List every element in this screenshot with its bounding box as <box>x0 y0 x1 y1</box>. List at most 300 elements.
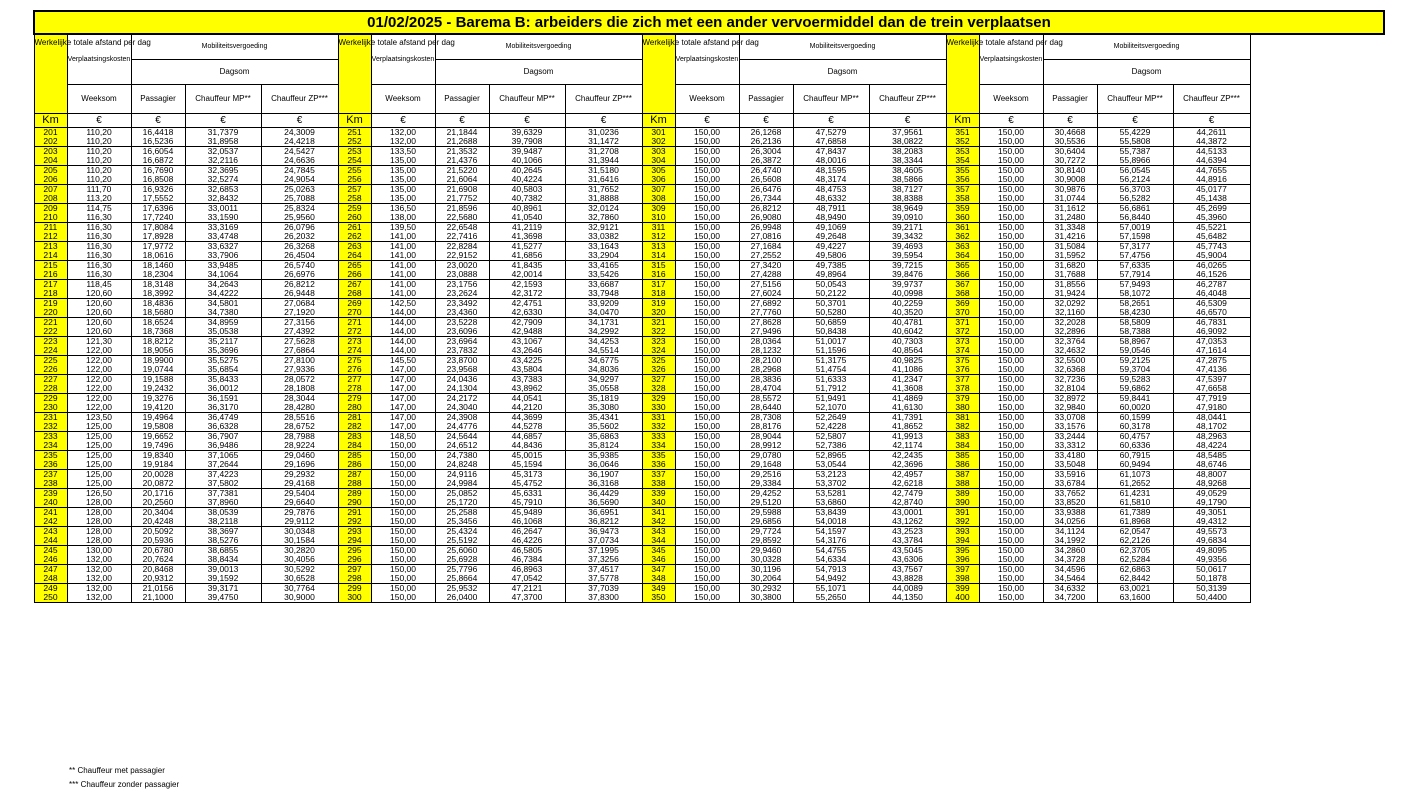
passenger-cell: 33,1576 <box>1043 422 1097 432</box>
km-cell: 325 <box>642 355 675 365</box>
driver-mp-header: Chauffeur MP** <box>489 84 565 113</box>
driver-mp-cell: 55,2650 <box>793 593 869 603</box>
driver-mp-cell: 44,3699 <box>489 412 565 422</box>
km-cell: 379 <box>946 393 979 403</box>
week-sum-cell: 150,00 <box>675 194 739 204</box>
week-sum-cell: 150,00 <box>979 555 1043 565</box>
week-sum-cell: 114,75 <box>67 203 131 213</box>
week-sum-cell: 150,00 <box>979 194 1043 204</box>
km-cell: 267 <box>338 279 371 289</box>
week-sum-cell: 110,20 <box>67 146 131 156</box>
driver-zp-cell: 50,1878 <box>1173 574 1250 584</box>
week-sum-cell: 150,00 <box>675 393 739 403</box>
table-row <box>34 460 1384 470</box>
driver-mp-cell: 38,3697 <box>185 526 261 536</box>
week-sum-cell: 150,00 <box>979 289 1043 299</box>
driver-zp-cell: 24,4218 <box>261 137 338 147</box>
passenger-cell: 23,5228 <box>435 317 489 327</box>
passenger-cell: 23,8700 <box>435 355 489 365</box>
passenger-cell: 27,7760 <box>739 308 793 318</box>
driver-zp-cell: 38,2083 <box>869 146 946 156</box>
week-sum-cell: 150,00 <box>675 536 739 546</box>
km-cell: 390 <box>946 498 979 508</box>
km-cell: 324 <box>642 346 675 356</box>
week-sum-cell: 116,30 <box>67 270 131 280</box>
driver-zp-cell: 29,6640 <box>261 498 338 508</box>
driver-mp-cell: 36,4749 <box>185 412 261 422</box>
driver-mp-header: Chauffeur MP** <box>185 84 261 113</box>
week-sum-cell: 141,00 <box>371 279 435 289</box>
driver-zp-cell: 34,0470 <box>565 308 642 318</box>
driver-zp-cell: 35,5602 <box>565 422 642 432</box>
passenger-cell: 33,3312 <box>1043 441 1097 451</box>
driver-zp-cell: 24,7845 <box>261 165 338 175</box>
passenger-cell: 31,6820 <box>1043 260 1097 270</box>
week-sum-cell: 150,00 <box>979 498 1043 508</box>
passenger-cell: 20,7624 <box>131 555 185 565</box>
passenger-cell: 34,1124 <box>1043 526 1097 536</box>
km-cell: 387 <box>946 469 979 479</box>
driver-mp-cell: 48,1595 <box>793 165 869 175</box>
driver-zp-cell: 31,2708 <box>565 146 642 156</box>
passenger-cell: 23,4360 <box>435 308 489 318</box>
driver-zp-cell: 40,4781 <box>869 317 946 327</box>
driver-mp-cell: 59,0546 <box>1097 346 1173 356</box>
week-sum-cell: 150,00 <box>675 260 739 270</box>
km-cell: 297 <box>338 564 371 574</box>
driver-mp-cell: 36,9486 <box>185 441 261 451</box>
week-sum-cell: 111,70 <box>67 184 131 194</box>
driver-mp-cell: 54,1597 <box>793 526 869 536</box>
driver-mp-cell: 33,3169 <box>185 222 261 232</box>
driver-mp-cell: 38,2118 <box>185 517 261 527</box>
driver-zp-cell: 50,0617 <box>1173 564 1250 574</box>
km-cell: 288 <box>338 479 371 489</box>
week-sum-cell: 122,00 <box>67 346 131 356</box>
driver-zp-cell: 50,3139 <box>1173 583 1250 593</box>
driver-mp-cell: 48,7911 <box>793 203 869 213</box>
driver-zp-cell: 49,9356 <box>1173 555 1250 565</box>
driver-mp-cell: 61,1073 <box>1097 469 1173 479</box>
km-cell: 209 <box>34 203 67 213</box>
unit-euro: € <box>1097 113 1173 127</box>
passenger-cell: 21,1000 <box>131 593 185 603</box>
week-sum-cell: 130,00 <box>67 545 131 555</box>
km-cell: 220 <box>34 308 67 318</box>
passenger-cell: 32,8972 <box>1043 393 1097 403</box>
week-sum-cell: 150,00 <box>675 450 739 460</box>
driver-mp-cell: 57,7914 <box>1097 270 1173 280</box>
passenger-cell: 19,6652 <box>131 431 185 441</box>
passenger-cell: 26,5608 <box>739 175 793 185</box>
driver-zp-cell: 25,7088 <box>261 194 338 204</box>
km-cell: 381 <box>946 412 979 422</box>
week-sum-cell: 150,00 <box>979 564 1043 574</box>
passenger-cell: 30,6404 <box>1043 146 1097 156</box>
driver-zp-cell: 48,6746 <box>1173 460 1250 470</box>
driver-mp-cell: 48,6332 <box>793 194 869 204</box>
km-cell: 282 <box>338 422 371 432</box>
passenger-cell: 30,2932 <box>739 583 793 593</box>
driver-zp-cell: 37,0734 <box>565 536 642 546</box>
week-sum-cell: 150,00 <box>979 431 1043 441</box>
km-cell: 224 <box>34 346 67 356</box>
driver-mp-cell: 43,5804 <box>489 365 565 375</box>
passenger-cell: 34,3728 <box>1043 555 1097 565</box>
driver-mp-cell: 44,2120 <box>489 403 565 413</box>
driver-mp-cell: 58,1072 <box>1097 289 1173 299</box>
km-cell: 376 <box>946 365 979 375</box>
km-cell: 399 <box>946 583 979 593</box>
driver-mp-cell: 55,7387 <box>1097 146 1173 156</box>
driver-mp-cell: 39,6329 <box>489 127 565 137</box>
footnote-mp: ** Chauffeur met passagier <box>69 766 165 775</box>
driver-mp-cell: 61,2652 <box>1097 479 1173 489</box>
week-sum-cell: 150,00 <box>979 165 1043 175</box>
passenger-cell: 33,4180 <box>1043 450 1097 460</box>
week-sum-cell: 141,00 <box>371 260 435 270</box>
driver-zp-cell: 37,4517 <box>565 564 642 574</box>
driver-zp-cell: 34,1731 <box>565 317 642 327</box>
driver-zp-cell: 24,3009 <box>261 127 338 137</box>
driver-mp-cell: 42,6330 <box>489 308 565 318</box>
week-sum-cell: 116,30 <box>67 241 131 251</box>
passenger-cell: 33,8520 <box>1043 498 1097 508</box>
driver-mp-cell: 45,4752 <box>489 479 565 489</box>
driver-zp-cell: 28,1808 <box>261 384 338 394</box>
unit-euro: € <box>565 113 642 127</box>
passenger-cell: 26,6476 <box>739 184 793 194</box>
table-row <box>34 555 1384 565</box>
driver-mp-cell: 37,2644 <box>185 460 261 470</box>
passenger-cell: 17,8084 <box>131 222 185 232</box>
km-cell: 284 <box>338 441 371 451</box>
driver-mp-cell: 33,0011 <box>185 203 261 213</box>
passenger-cell: 20,0028 <box>131 469 185 479</box>
driver-mp-cell: 43,4225 <box>489 355 565 365</box>
passenger-cell: 28,1232 <box>739 346 793 356</box>
table-row <box>34 308 1384 318</box>
passenger-cell: 25,7796 <box>435 564 489 574</box>
km-cell: 400 <box>946 593 979 603</box>
travel-costs-header: Verplaatsingskosten <box>67 34 131 84</box>
distance-header: Werkelijke totale afstand per dag <box>34 34 67 113</box>
km-cell: 311 <box>642 222 675 232</box>
km-cell: 366 <box>946 270 979 280</box>
driver-zp-cell: 27,9336 <box>261 365 338 375</box>
driver-mp-cell: 35,5275 <box>185 355 261 365</box>
driver-mp-cell: 40,4224 <box>489 175 565 185</box>
driver-mp-cell: 45,9489 <box>489 507 565 517</box>
passenger-cell: 22,9152 <box>435 251 489 261</box>
km-cell: 305 <box>642 165 675 175</box>
travel-costs-header: Verplaatsingskosten <box>371 34 435 84</box>
driver-mp-cell: 59,3704 <box>1097 365 1173 375</box>
passenger-cell: 29,3384 <box>739 479 793 489</box>
km-cell: 322 <box>642 327 675 337</box>
week-sum-cell: 125,00 <box>67 431 131 441</box>
day-sum-header: Dagsom <box>435 59 642 84</box>
km-cell: 363 <box>946 241 979 251</box>
driver-zp-cell: 49,6834 <box>1173 536 1250 546</box>
driver-zp-cell: 49,3051 <box>1173 507 1250 517</box>
driver-zp-cell: 37,8300 <box>565 593 642 603</box>
driver-mp-cell: 45,7910 <box>489 498 565 508</box>
week-sum-cell: 150,00 <box>675 317 739 327</box>
driver-zp-cell: 40,3520 <box>869 308 946 318</box>
driver-mp-cell: 35,0538 <box>185 327 261 337</box>
km-cell: 315 <box>642 260 675 270</box>
passenger-cell: 33,5916 <box>1043 469 1097 479</box>
week-sum-cell: 128,00 <box>67 498 131 508</box>
driver-mp-cell: 57,9493 <box>1097 279 1173 289</box>
passenger-cell: 17,8928 <box>131 232 185 242</box>
km-cell: 275 <box>338 355 371 365</box>
driver-zp-cell: 36,0646 <box>565 460 642 470</box>
unit-km: Km <box>338 113 371 127</box>
week-sum-cell: 150,00 <box>371 583 435 593</box>
km-cell: 371 <box>946 317 979 327</box>
km-cell: 301 <box>642 127 675 137</box>
passenger-cell: 19,4964 <box>131 412 185 422</box>
driver-mp-cell: 60,4757 <box>1097 431 1173 441</box>
passenger-cell: 17,7240 <box>131 213 185 223</box>
week-sum-cell: 150,00 <box>371 441 435 451</box>
passenger-cell: 21,7752 <box>435 194 489 204</box>
week-sum-cell: 150,00 <box>675 412 739 422</box>
page-title: 01/02/2025 - Barema B: arbeiders die zich met een ander vervoermiddel dan de trein verplaatsen <box>34 11 1384 34</box>
driver-zp-cell: 42,1174 <box>869 441 946 451</box>
passenger-cell: 19,3276 <box>131 393 185 403</box>
passenger-cell: 28,0364 <box>739 336 793 346</box>
passenger-cell: 30,9876 <box>1043 184 1097 194</box>
week-sum-cell: 150,00 <box>979 593 1043 603</box>
km-cell: 243 <box>34 526 67 536</box>
km-cell: 255 <box>338 165 371 175</box>
week-sum-cell: 116,30 <box>67 213 131 223</box>
km-cell: 348 <box>642 574 675 584</box>
driver-mp-cell: 32,0537 <box>185 146 261 156</box>
week-sum-cell: 150,00 <box>979 355 1043 365</box>
driver-mp-cell: 35,2117 <box>185 336 261 346</box>
driver-mp-cell: 50,3701 <box>793 298 869 308</box>
passenger-cell: 26,9080 <box>739 213 793 223</box>
km-cell: 344 <box>642 536 675 546</box>
driver-mp-cell: 40,2645 <box>489 165 565 175</box>
passenger-cell: 31,5952 <box>1043 251 1097 261</box>
passenger-header: Passagier <box>1043 84 1097 113</box>
week-sum-cell: 150,00 <box>675 232 739 242</box>
driver-mp-cell: 61,5810 <box>1097 498 1173 508</box>
driver-zp-cell: 49,1790 <box>1173 498 1250 508</box>
driver-mp-cell: 52,7386 <box>793 441 869 451</box>
passenger-cell: 30,9008 <box>1043 175 1097 185</box>
km-cell: 244 <box>34 536 67 546</box>
driver-zp-cell: 41,1086 <box>869 365 946 375</box>
driver-mp-cell: 50,2122 <box>793 289 869 299</box>
km-cell: 283 <box>338 431 371 441</box>
week-sum-cell: 150,00 <box>979 137 1043 147</box>
driver-mp-cell: 46,4226 <box>489 536 565 546</box>
driver-zp-cell: 42,3696 <box>869 460 946 470</box>
km-cell: 207 <box>34 184 67 194</box>
week-sum-cell: 150,00 <box>979 251 1043 261</box>
driver-mp-cell: 54,7913 <box>793 564 869 574</box>
week-sum-cell: 110,20 <box>67 137 131 147</box>
km-cell: 206 <box>34 175 67 185</box>
driver-mp-cell: 36,0012 <box>185 384 261 394</box>
km-cell: 231 <box>34 412 67 422</box>
driver-mp-cell: 41,8435 <box>489 260 565 270</box>
driver-zp-cell: 48,2963 <box>1173 431 1250 441</box>
mobility-header: Mobiliteitsvergoeding <box>739 34 946 59</box>
driver-mp-cell: 48,3174 <box>793 175 869 185</box>
passenger-cell: 22,5680 <box>435 213 489 223</box>
driver-zp-cell: 40,2259 <box>869 298 946 308</box>
week-sum-cell: 147,00 <box>371 365 435 375</box>
driver-zp-cell: 25,9560 <box>261 213 338 223</box>
driver-zp-cell: 37,7039 <box>565 583 642 593</box>
table-row <box>34 479 1384 489</box>
km-cell: 263 <box>338 241 371 251</box>
driver-zp-cell: 39,8476 <box>869 270 946 280</box>
km-cell: 329 <box>642 393 675 403</box>
driver-mp-cell: 49,7385 <box>793 260 869 270</box>
unit-euro: € <box>1043 113 1097 127</box>
driver-zp-cell: 34,4253 <box>565 336 642 346</box>
week-sum-cell: 150,00 <box>979 203 1043 213</box>
driver-mp-cell: 56,3703 <box>1097 184 1173 194</box>
passenger-cell: 25,6928 <box>435 555 489 565</box>
passenger-cell: 32,7236 <box>1043 374 1097 384</box>
table-row <box>34 289 1384 299</box>
driver-zp-cell: 30,9000 <box>261 593 338 603</box>
km-cell: 274 <box>338 346 371 356</box>
driver-zp-cell: 27,3156 <box>261 317 338 327</box>
passenger-cell: 32,2028 <box>1043 317 1097 327</box>
week-sum-cell: 150,00 <box>675 213 739 223</box>
passenger-cell: 22,7416 <box>435 232 489 242</box>
km-cell: 221 <box>34 317 67 327</box>
driver-zp-cell: 38,0822 <box>869 137 946 147</box>
week-sum-cell: 150,00 <box>675 545 739 555</box>
driver-mp-cell: 39,0013 <box>185 564 261 574</box>
driver-zp-cell: 47,2875 <box>1173 355 1250 365</box>
week-sum-cell: 150,00 <box>979 583 1043 593</box>
km-cell: 318 <box>642 289 675 299</box>
table-row <box>34 365 1384 375</box>
week-sum-cell: 133,50 <box>371 146 435 156</box>
driver-zp-cell: 31,7652 <box>565 184 642 194</box>
driver-zp-cell: 36,1907 <box>565 469 642 479</box>
driver-mp-cell: 54,4755 <box>793 545 869 555</box>
week-sum-cell: 150,00 <box>675 374 739 384</box>
driver-mp-cell: 36,7907 <box>185 431 261 441</box>
driver-zp-cell: 27,5628 <box>261 336 338 346</box>
passenger-cell: 21,2688 <box>435 137 489 147</box>
passenger-cell: 19,1588 <box>131 374 185 384</box>
week-sum-cell: 141,00 <box>371 289 435 299</box>
driver-zp-cell: 33,6687 <box>565 279 642 289</box>
driver-zp-cell: 48,8007 <box>1173 469 1250 479</box>
distance-header: Werkelijke totale afstand per dag <box>338 34 371 113</box>
week-sum-cell: 150,00 <box>979 346 1043 356</box>
driver-zp-cell: 34,6775 <box>565 355 642 365</box>
km-cell: 259 <box>338 203 371 213</box>
driver-mp-cell: 40,8961 <box>489 203 565 213</box>
passenger-cell: 18,9056 <box>131 346 185 356</box>
driver-mp-cell: 47,6858 <box>793 137 869 147</box>
driver-zp-cell: 45,2699 <box>1173 203 1250 213</box>
driver-mp-cell: 60,0020 <box>1097 403 1173 413</box>
passenger-header: Passagier <box>435 84 489 113</box>
driver-mp-cell: 38,8434 <box>185 555 261 565</box>
driver-zp-cell: 46,7831 <box>1173 317 1250 327</box>
table-row <box>34 498 1384 508</box>
week-sum-cell: 150,00 <box>371 507 435 517</box>
passenger-cell: 24,9116 <box>435 469 489 479</box>
km-cell: 342 <box>642 517 675 527</box>
km-cell: 304 <box>642 156 675 166</box>
driver-mp-cell: 36,6328 <box>185 422 261 432</box>
km-cell: 353 <box>946 146 979 156</box>
driver-mp-cell: 55,1071 <box>793 583 869 593</box>
passenger-cell: 28,8176 <box>739 422 793 432</box>
km-cell: 355 <box>946 165 979 175</box>
distance-header: Werkelijke totale afstand per dag <box>642 34 675 113</box>
km-cell: 272 <box>338 327 371 337</box>
km-cell: 321 <box>642 317 675 327</box>
week-sum-cell: 110,20 <box>67 175 131 185</box>
km-cell: 350 <box>642 593 675 603</box>
week-sum-cell: 150,00 <box>371 574 435 584</box>
week-sum-cell: 150,00 <box>371 545 435 555</box>
driver-zp-cell: 47,9180 <box>1173 403 1250 413</box>
week-sum-header: Weeksom <box>67 84 131 113</box>
km-cell: 248 <box>34 574 67 584</box>
driver-mp-cell: 48,9490 <box>793 213 869 223</box>
week-sum-cell: 150,00 <box>979 241 1043 251</box>
km-cell: 386 <box>946 460 979 470</box>
driver-mp-cell: 55,4229 <box>1097 127 1173 137</box>
passenger-cell: 21,6908 <box>435 184 489 194</box>
passenger-cell: 24,3908 <box>435 412 489 422</box>
driver-zp-cell: 38,3344 <box>869 156 946 166</box>
passenger-cell: 31,3348 <box>1043 222 1097 232</box>
driver-zp-cell: 25,0263 <box>261 184 338 194</box>
driver-zp-cell: 46,5309 <box>1173 298 1250 308</box>
driver-zp-cell: 41,8652 <box>869 422 946 432</box>
driver-mp-cell: 48,0016 <box>793 156 869 166</box>
driver-mp-cell: 43,7383 <box>489 374 565 384</box>
week-sum-cell: 150,00 <box>979 403 1043 413</box>
driver-mp-cell: 58,8967 <box>1097 336 1173 346</box>
driver-mp-cell: 53,2123 <box>793 469 869 479</box>
km-cell: 341 <box>642 507 675 517</box>
km-cell: 370 <box>946 308 979 318</box>
driver-zp-cell: 30,6528 <box>261 574 338 584</box>
driver-zp-cell: 37,1995 <box>565 545 642 555</box>
driver-mp-cell: 58,7388 <box>1097 327 1173 337</box>
km-cell: 217 <box>34 279 67 289</box>
passenger-cell: 19,7496 <box>131 441 185 451</box>
km-cell: 337 <box>642 469 675 479</box>
driver-zp-cell: 26,0796 <box>261 222 338 232</box>
km-cell: 253 <box>338 146 371 156</box>
driver-zp-cell: 45,3960 <box>1173 213 1250 223</box>
driver-zp-cell: 44,5133 <box>1173 146 1250 156</box>
driver-zp-cell: 40,9825 <box>869 355 946 365</box>
